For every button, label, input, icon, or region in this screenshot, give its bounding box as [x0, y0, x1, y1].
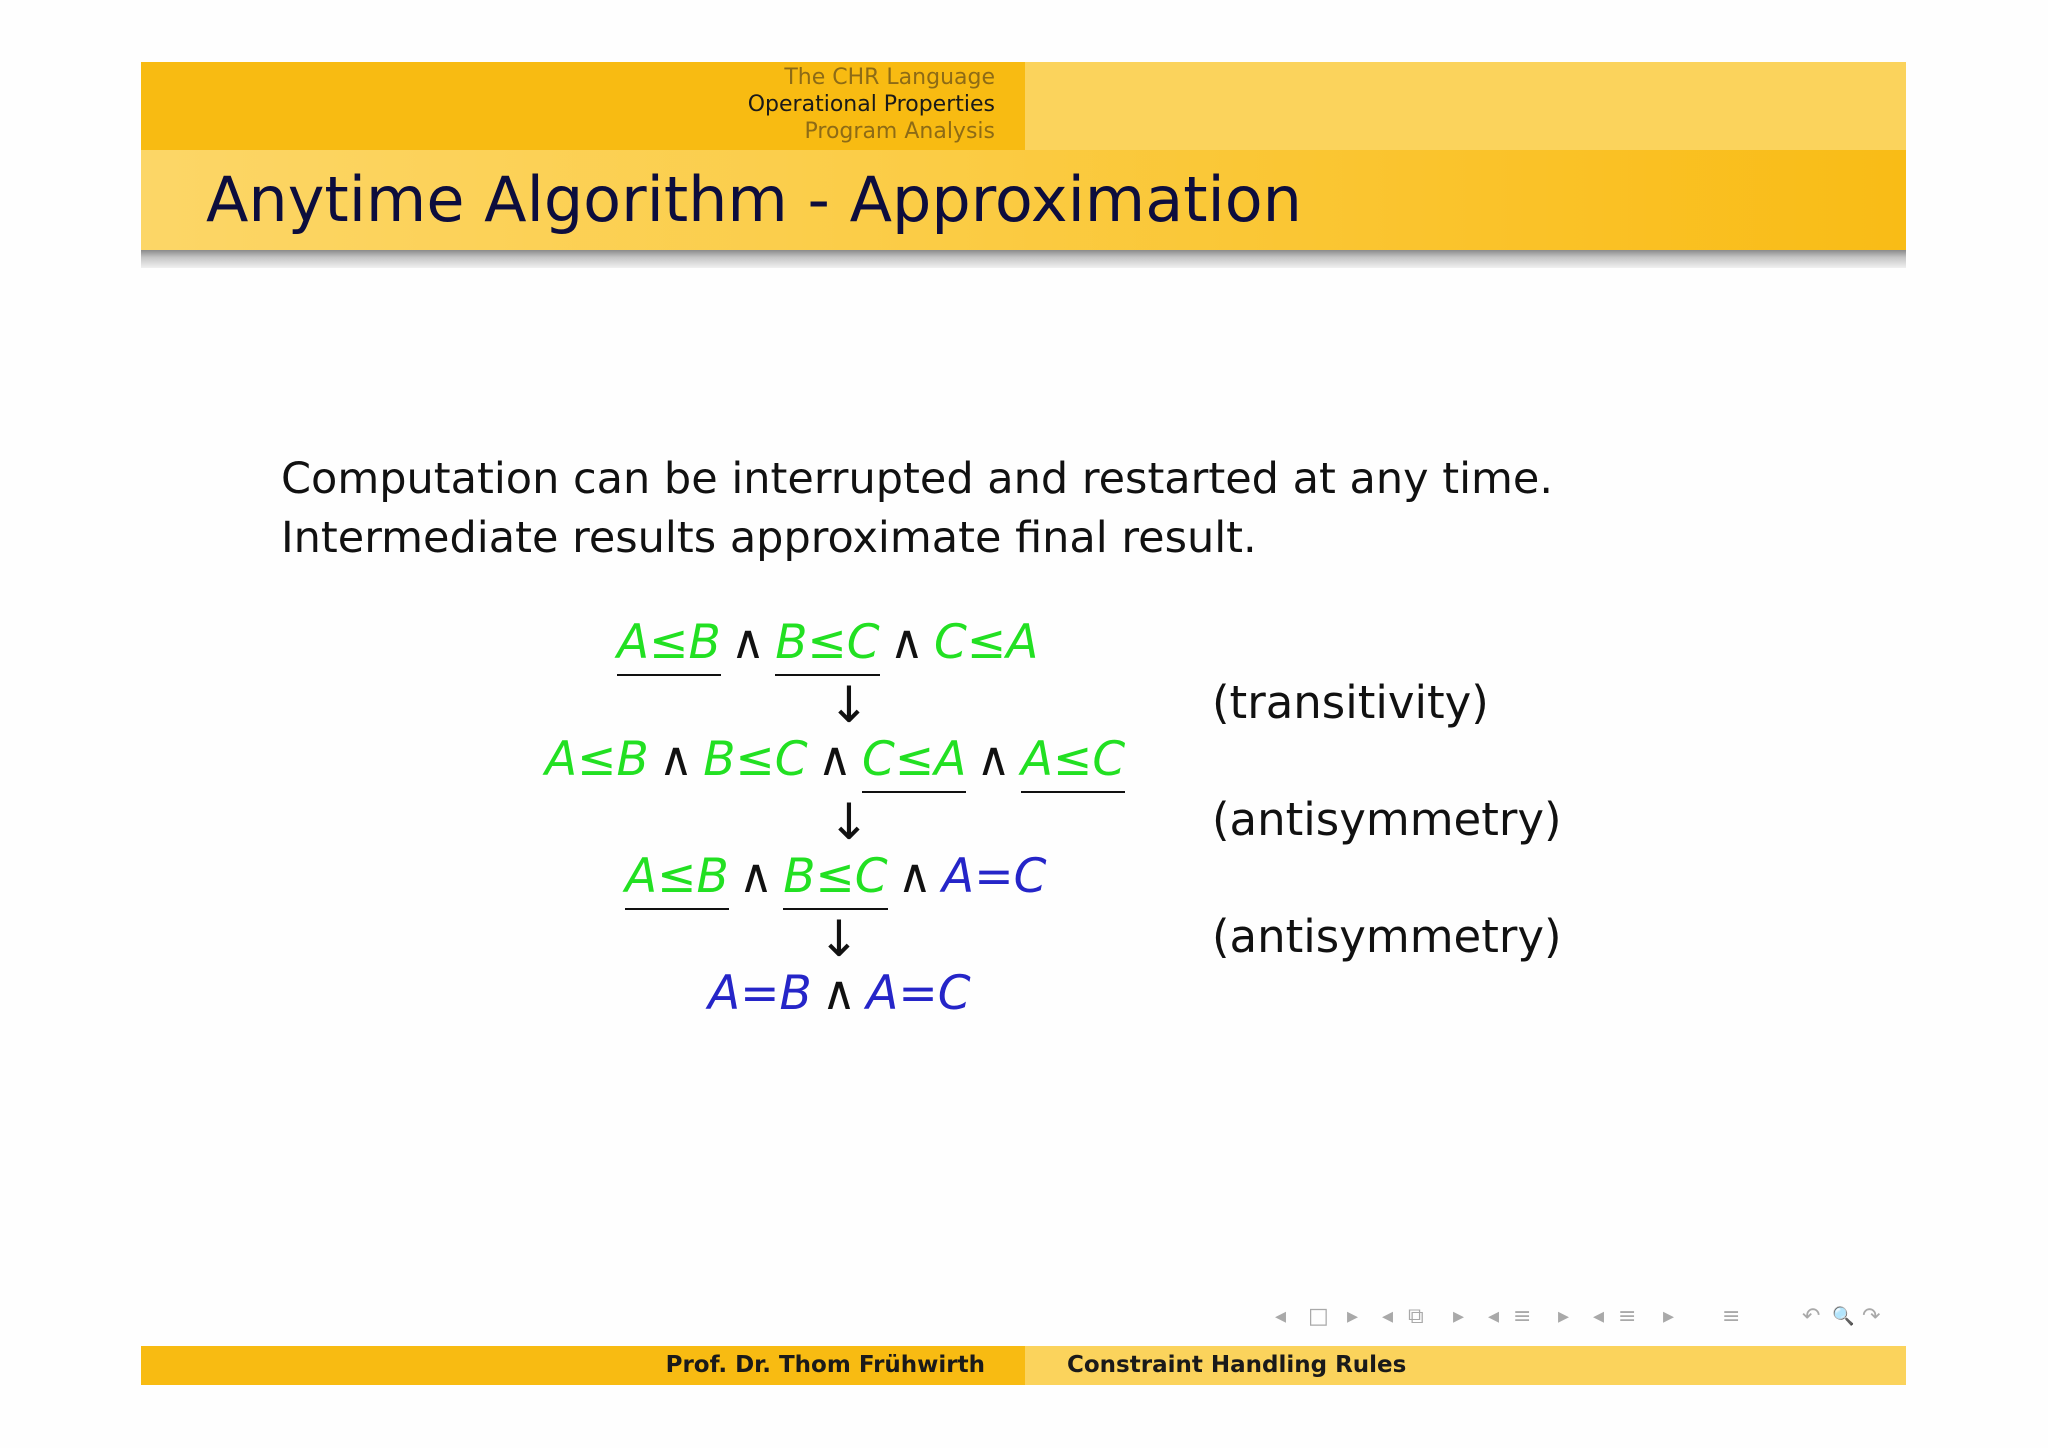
footer-course: Constraint Handling Rules [1067, 1352, 1407, 1378]
toc-icon[interactable]: ≡ [1722, 1304, 1741, 1329]
rule-label-antisymmetry: (antisymmetry) [1212, 910, 1562, 963]
constraint: B≤C [783, 849, 887, 910]
slide-body [281, 450, 1553, 568]
prev-frame-icon[interactable]: ◂ [1382, 1304, 1394, 1329]
and-symbol: ∧ [889, 615, 925, 670]
and-symbol: ∧ [821, 966, 857, 1021]
constraint: A≤C [1021, 732, 1125, 793]
search-icon[interactable]: 🔍 [1832, 1306, 1855, 1327]
and-symbol: ∧ [817, 732, 853, 787]
down-arrow-icon: ↓ [818, 910, 860, 968]
down-arrow-icon: ↓ [828, 793, 870, 851]
constraint: A≤B [625, 849, 729, 910]
body-line-1: Computation can be interrupted and restarted at any time. [281, 454, 1554, 504]
footer-author-panel [141, 1346, 1025, 1385]
and-symbol: ∧ [730, 615, 766, 670]
next-slide-icon[interactable]: ▸ [1347, 1304, 1359, 1329]
derivation-step-1 [617, 613, 1038, 673]
and-symbol: ∧ [658, 732, 694, 787]
section-icon[interactable]: ≡ [1618, 1304, 1637, 1329]
next-frame-icon[interactable]: ▸ [1453, 1304, 1465, 1329]
title-shadow [141, 250, 1906, 268]
header-right-panel [1025, 62, 1906, 150]
constraint: C≤A [934, 615, 1039, 670]
beamer-navigation-bar [1270, 1300, 1906, 1334]
constraint: A≤B [545, 732, 649, 787]
and-symbol: ∧ [738, 849, 774, 904]
derivation-step-2 [545, 730, 1125, 790]
subsection-icon[interactable]: ≡ [1513, 1304, 1532, 1329]
down-arrow-icon: ↓ [828, 676, 870, 734]
constraint: B≤C [703, 732, 808, 787]
constraint: C≤A [862, 732, 966, 793]
constraint: A=C [942, 849, 1047, 904]
and-symbol: ∧ [897, 849, 933, 904]
constraint: A=B [708, 966, 812, 1021]
constraint: B≤C [775, 615, 879, 676]
section-navigation [748, 64, 995, 145]
slide-title: Anytime Algorithm - Approximation [206, 163, 1302, 236]
derivation-step-3 [625, 847, 1046, 907]
undo-icon[interactable]: ↶ [1802, 1304, 1821, 1329]
footer-course-panel [1025, 1346, 1906, 1385]
next-subsection-icon[interactable]: ▸ [1558, 1304, 1570, 1329]
prev-subsection-icon[interactable]: ◂ [1488, 1304, 1500, 1329]
rule-label-antisymmetry: (antisymmetry) [1212, 793, 1562, 846]
title-bar [141, 150, 1906, 250]
derivation-step-4 [708, 964, 971, 1024]
frame-icon[interactable]: ⧉ [1408, 1304, 1424, 1329]
section-link-program-analysis[interactable]: Program Analysis [804, 119, 995, 144]
constraint: A≤B [617, 615, 721, 676]
prev-section-icon[interactable]: ◂ [1593, 1304, 1605, 1329]
slide-icon[interactable]: □ [1308, 1304, 1329, 1329]
header-sections-panel [141, 62, 1025, 150]
next-section-icon[interactable]: ▸ [1663, 1304, 1675, 1329]
redo-icon[interactable]: ↷ [1862, 1304, 1881, 1329]
prev-slide-icon[interactable]: ◂ [1275, 1304, 1287, 1329]
rule-label-transitivity: (transitivity) [1212, 676, 1489, 729]
section-link-chr-language[interactable]: The CHR Language [784, 65, 995, 90]
footer-author: Prof. Dr. Thom Frühwirth [665, 1352, 985, 1378]
section-link-operational-properties[interactable]: Operational Properties [747, 92, 995, 117]
body-line-2: Intermediate results approximate final result. [281, 513, 1257, 563]
constraint: A=C [866, 966, 971, 1021]
and-symbol: ∧ [976, 732, 1011, 787]
